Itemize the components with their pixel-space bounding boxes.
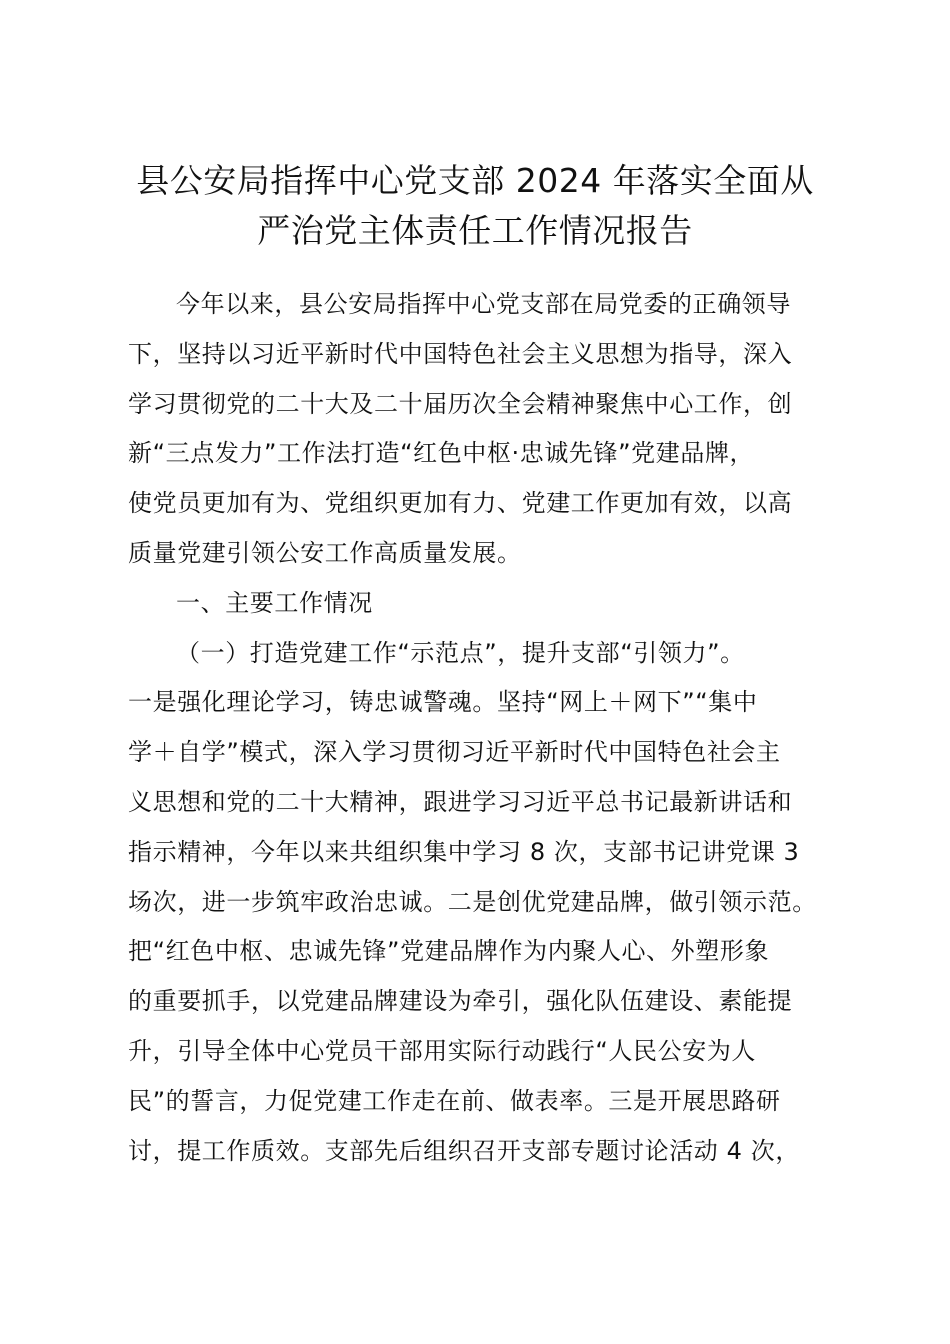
section-heading: 一、主要工作情况 bbox=[176, 588, 373, 617]
paragraph-line: 下，坚持以习近平新时代中国特色社会主义思想为指导，深入 bbox=[128, 339, 793, 368]
paragraph-line: 一是强化理论学习，铸忠诚警魂。坚持“网上＋网下”“集中 bbox=[128, 688, 758, 717]
paragraph-line: 把“红色中枢、忠诚先锋”党建品牌作为内聚人心、外塑形象 bbox=[128, 937, 770, 966]
paragraph-line: 义思想和党的二十大精神，跟进学习习近平总书记最新讲话和 bbox=[128, 787, 793, 816]
paragraph-line: 场次，进一步筑牢政治忠诚。二是创优党建品牌，做引领示范。 bbox=[128, 887, 817, 916]
paragraph-line: 讨，提工作质效。支部先后组织召开支部专题讨论活动 4 次， bbox=[128, 1136, 800, 1165]
paragraph-line: 新“三点发力”工作法打造“红色中枢·忠诚先锋”党建品牌， bbox=[128, 439, 755, 468]
paragraph-line: 的重要抓手，以党建品牌建设为牵引，强化队伍建设、素能提 bbox=[128, 987, 793, 1016]
paragraph-line: 民”的誓言，力促党建工作走在前、做表率。三是开展思路研 bbox=[128, 1086, 781, 1115]
paragraph-line: 今年以来，县公安局指挥中心党支部在局党委的正确领导 bbox=[176, 290, 791, 318]
paragraph-line: 使党员更加有为、党组织更加有力、党建工作更加有效，以高 bbox=[128, 489, 793, 518]
paragraph-line: 指示精神，今年以来共组织集中学习 8 次，支部书记讲党课 3 bbox=[128, 837, 800, 866]
title-line-2: 严治党主体责任工作情况报告 bbox=[257, 211, 693, 250]
paragraph-line: 升，引导全体中心党员干部用实际行动践行“人民公安为人 bbox=[128, 1036, 757, 1065]
document-body bbox=[128, 280, 840, 1176]
paragraph-line: 质量党建引领公安工作高质量发展。 bbox=[128, 538, 522, 567]
title-line-1: 县公安局指挥中心党支部 2024 年落实全面从 bbox=[136, 161, 814, 200]
paragraph-line: 学＋自学”模式，深入学习贯彻习近平新时代中国特色社会主 bbox=[128, 738, 781, 767]
subsection-heading: （一）打造党建工作“示范点”，提升支部“引领力”。 bbox=[176, 638, 745, 667]
document-title bbox=[100, 156, 850, 256]
paragraph-line: 学习贯彻党的二十大及二十届历次全会精神聚焦中心工作，创 bbox=[128, 389, 793, 418]
